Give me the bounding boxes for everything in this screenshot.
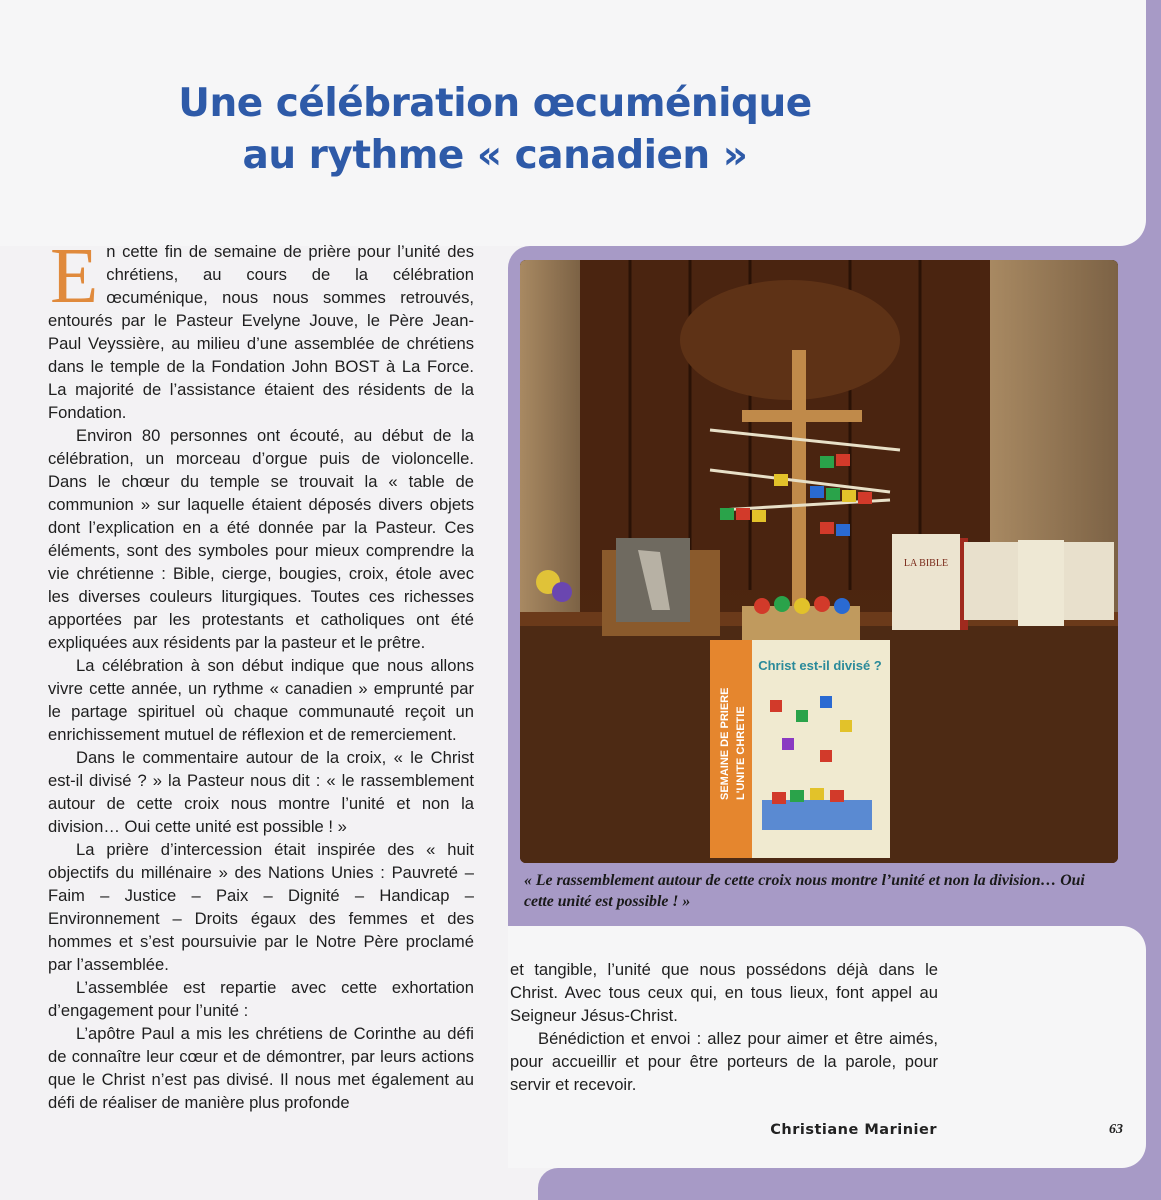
bible-book (892, 534, 960, 630)
paragraph-1 (48, 233, 474, 424)
lavender-bottom-panel (538, 1168, 1161, 1200)
egg (754, 598, 770, 614)
egg (774, 596, 790, 612)
drop-cap: E (50, 233, 99, 320)
egg (834, 598, 850, 614)
wooden-cross-vertical (792, 350, 806, 620)
paragraph-7: L’apôtre Paul a mis les chrétiens de Corinthe au défi de connaître leur cœur et de démontrer, par leurs actions que le Christ n’est pas divisé. Il nous met également au défi de réaliser de manière plus profonde (48, 1024, 474, 1112)
bible-label: LA BIBLE (903, 558, 949, 569)
photo-caption: « Le rassemblement autour de cette croix nous montre l’unité et non la division… Oui cette unité est possible ! » (524, 872, 1085, 910)
flower-purple (552, 582, 572, 602)
paragraph-5: La prière d’intercession était inspirée des « huit objectifs du millénaire » des Nations Unies : Pauvreté – Faim – Justice – Paix – Dignité – Handicap – Environnement – Droits égaux des femmes et des hommes et s’est poursuivie par le Notre Père proclamé par l’assemblée. (48, 840, 474, 974)
left-text-column (48, 233, 474, 1114)
egg (794, 598, 810, 614)
wooden-cross-horizontal (742, 410, 862, 422)
page-number: 63 (1109, 1122, 1123, 1137)
right-text-column (510, 958, 938, 1096)
title-line-2: au rythme « canadien » (242, 133, 748, 178)
paragraph-3: La célébration à son début indique que nous allons vivre cette année, un rythme « canadien » emprunté par le partage spirituel où chaque communauté reçoit un enrichissement mutuel de réflexion et de remerciement. (48, 656, 474, 744)
church-altar-photo (520, 260, 1118, 863)
paragraph-7-continued: et tangible, l’unité que nous possédons déjà dans le Christ. Avec tous ceux qui, en tous lieux, font appel au Seigneur Jésus-Christ. (510, 960, 938, 1025)
egg (814, 596, 830, 612)
title-line-1: Une célébration œcuménique (178, 81, 812, 126)
author-name: Christiane Marinier (770, 1122, 937, 1138)
article-title (120, 78, 870, 182)
banner-vertical-text-1: SEMAINE DE PRIERE (719, 687, 731, 800)
paragraph-1-text: n cette fin de semaine de prière pour l’unité des chrétiens, au cours de la célébration œcuménique, nous nous sommes retrouvés, entourés par le Pasteur Evelyne Jouve, le Père Jean-Paul Veyssière, au milieu d’une assemblée de chrétiens dans le temple de la Fondation John BOST à La Force. La majorité de l’assistance étaient des résidents de la Fondation. (48, 242, 474, 422)
photo-illustration (520, 260, 1118, 863)
paragraph-6: L’assemblée est repartie avec cette exhortation d’engagement pour l’unité : (48, 978, 474, 1020)
paragraph-8: Bénédiction et envoi : allez pour aimer et être aimés, pour accueillir et pour être porteurs de la parole, pour servir et recevoir. (510, 1029, 938, 1094)
paragraph-4: Dans le commentaire autour de la croix, « le Christ est-il divisé ? » la Pasteur nous dit : « le rassemblement autour de cette croix nous montre l’unité et non la division… Oui cette unité est possible ! » (48, 748, 474, 836)
banner-title: Christ est-il divisé ? (758, 658, 882, 673)
banner-vertical-text-2: L'UNITE CHRETIE (735, 706, 747, 800)
paragraph-2: Environ 80 personnes ont écouté, au début de la célébration, un morceau d’orgue puis de violoncelle. Dans le chœur du temple se trouvait la « table de communion » sur laquelle étaient déposés divers objets dont l’explication en a été donnée par la Pasteur. Ces éléments, sont des symboles pour mieux comprendre la vie chrétienne : Bible, cierge, bougies, croix, étole avec les diverses couleurs liturgiques. Toutes ces richesses apportées par les protestants et catholiques ont été expliquées aux résidents par la pasteur et le prêtre. (48, 426, 474, 652)
pulpit-canopy (680, 280, 900, 400)
candle (1018, 540, 1064, 626)
